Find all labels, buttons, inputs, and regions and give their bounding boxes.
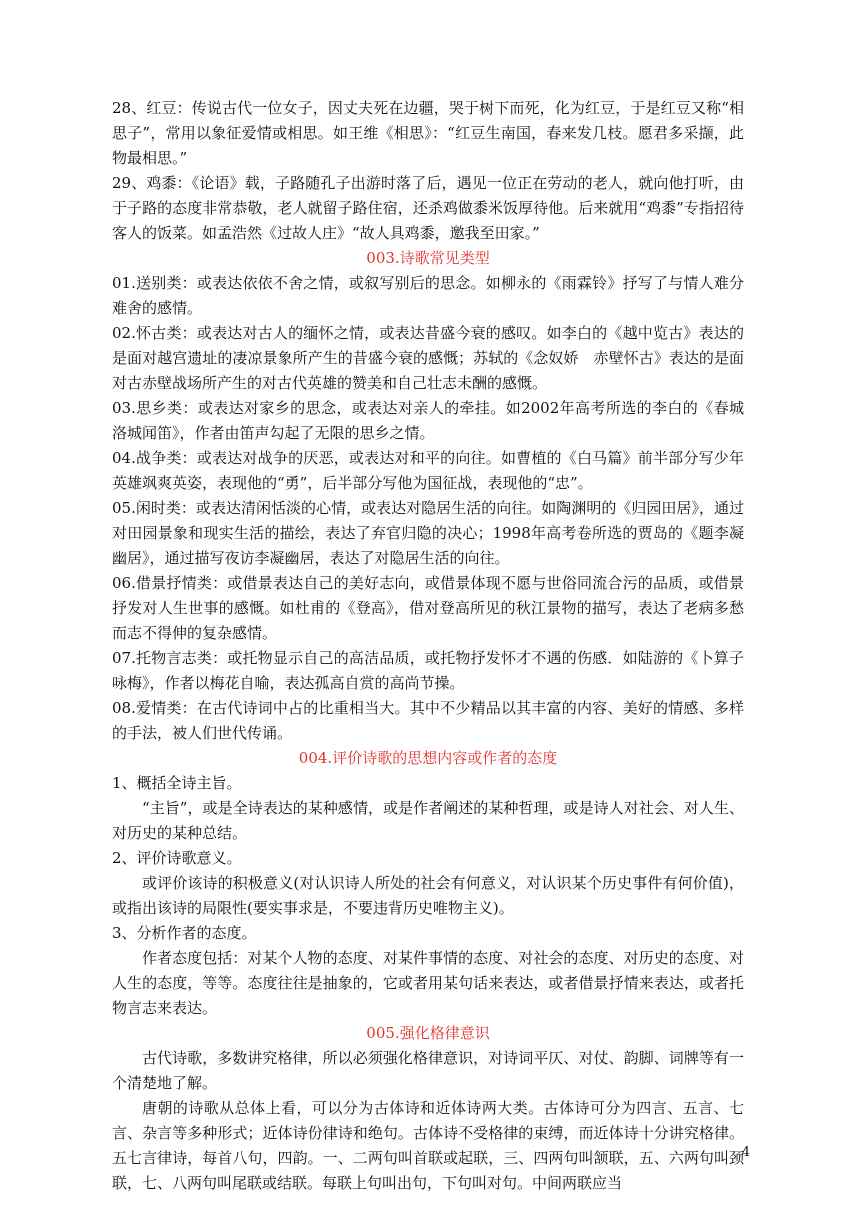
meter-para-1: 古代诗歌，多数讲究格律，所以必须强化格律意识，对诗词平仄、对仗、韵脚、词牌等有一个清楚地了解。 [112, 1049, 744, 1092]
item-2-body: 或评价该诗的积极意义(对认识诗人所处的社会有何意义，对认识某个历史事件有何价值)，或指出该诗的局限性(要实事求是，不要违背历史唯物主义)。 [112, 874, 744, 917]
type-02-nostalgia: 02.怀古类：或表达对古人的缅怀之情，或表达昔盛今衰的感叹。如李白的《越中览古》表达的是面对越宫遗址的凄凉景象所产生的昔盛今衰的感慨；苏轼的《念奴娇 赤壁怀古》表达的是面对古赤壁战场所产生的对古代英雄的赞美和自己壮志未酬的感慨。 [112, 324, 744, 392]
type-07-object: 07.托物言志类：或托物显示自己的高洁品质，或托物抒发怀才不遇的伤感．如陆游的《卜算子 咏梅》，作者以梅花自喻，表达孤高自赏的高尚节操。 [112, 649, 760, 692]
type-01-farewell: 01.送别类：或表达依依不舍之情，或叙写别后的思念。如柳永的《雨霖铃》抒写了与情人难分难舍的感情。 [112, 274, 744, 317]
meter-para-2: 唐朝的诗歌从总体上看，可以分为古体诗和近体诗两大类。古体诗可分为四言、五言、七言、杂言等多种形式；近体诗份律诗和绝句。古体诗不受格律的束缚，而近体诗十分讲究格律。五七言律诗，每首八句，四韵。一、二两句叫首联或起联，三、四两句叫颔联，五、六两句叫颈联，七、八两句叫尾联或结联。每联上句叫出句，下句叫对句。中间两联应当 [112, 1099, 744, 1192]
heading-004: 004.评价诗歌的思想内容或作者的态度 [298, 749, 558, 767]
item-2-title: 2、评价诗歌意义。 [112, 849, 242, 867]
item-1-body: “主旨”，或是全诗表达的某种感情，或是作者阐述的某种哲理，或是诗人对社会、对人生、对历史的某种总结。 [112, 799, 744, 842]
type-08-love: 08.爱情类：在古代诗词中占的比重相当大。其中不少精品以其丰富的内容、美好的情感、多样的手法，被人们世代传诵。 [112, 699, 744, 742]
entry-29-jishu: 29、鸡黍：《论语》载，子路随孔子出游时落了后，遇见一位正在劳动的老人，就向他打听，由于子路的态度非常恭敬，老人就留子路住宿，还杀鸡做黍米饭厚待他。后来就用“鸡黍”专指招待客人的饭菜。如孟浩然《过故人庄》“故人具鸡黍，邀我至田家。” [112, 174, 744, 242]
page-number: 4 [741, 1145, 750, 1160]
type-06-scenery: 06.借景抒情类：或借景表达自己的美好志向，或借景体现不愿与世俗同流合污的品质，或借景抒发对人生世事的感慨。如杜甫的《登高》，借对登高所见的秋江景物的描写，表达了老病多愁而志不得伸的复杂感情。 [112, 574, 744, 642]
heading-005: 005.强化格律意识 [366, 1024, 490, 1042]
heading-003: 003.诗歌常见类型 [366, 249, 490, 267]
item-3-title: 3、分析作者的态度。 [112, 924, 257, 942]
document-body [112, 96, 760, 1196]
entry-28-hongdou: 28、红豆：传说古代一位女子，因丈夫死在边疆，哭于树下而死，化为红豆，于是红豆又称“相思子”，常用以象征爱情或相思。如王维《相思》：“红豆生南国，春来发几枝。愿君多采撷，此物最相思。” [112, 99, 744, 167]
item-1-title: 1、概括全诗主旨。 [112, 774, 242, 792]
type-05-leisure: 05.闲时类：或表达清闲恬淡的心情，或表达对隐居生活的向往。如陶渊明的《归园田居》，通过对田园景象和现实生活的描绘，表达了弃官归隐的决心；1998年高考卷所选的贾岛的《题李凝幽居》，通过描写夜访李凝幽居，表达了对隐居生活的向往。 [112, 499, 744, 567]
type-04-war: 04.战争类：或表达对战争的厌恶，或表达对和平的向往。如曹植的《白马篇》前半部分写少年英雄飒爽英姿，表现他的“勇”，后半部分写他为国征战，表现他的“忠”。 [112, 449, 744, 492]
type-03-homesick: 03.思乡类：或表达对家乡的思念，或表达对亲人的牵挂。如2002年高考所选的李白的《春城洛城闻笛》，作者由笛声勾起了无限的思乡之情。 [112, 399, 744, 442]
item-3-body: 作者态度包括：对某个人物的态度、对某件事情的态度、对社会的态度、对历史的态度、对人生的态度，等等。态度往往是抽象的，它或者用某句话来表达，或者借景抒情来表达，或者托物言志来表达。 [112, 949, 744, 1017]
